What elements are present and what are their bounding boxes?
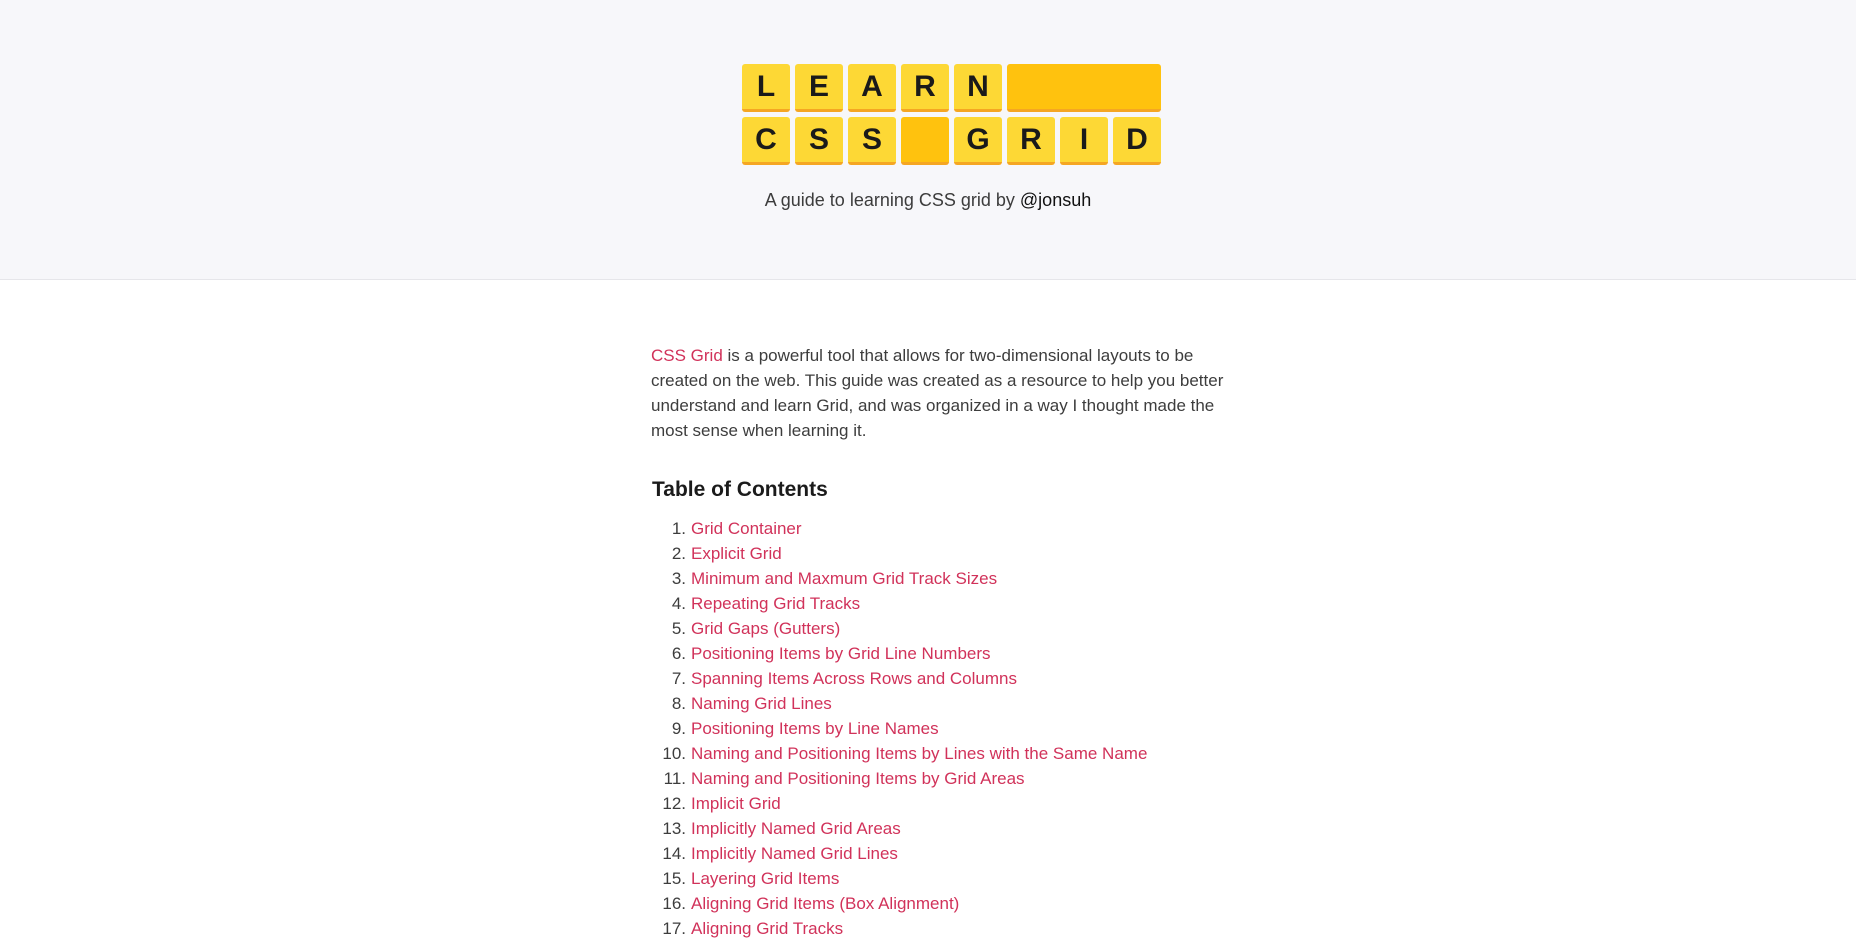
learn-css-grid-logo[interactable] bbox=[742, 64, 1161, 165]
toc-item-number: 7. bbox=[671, 669, 686, 688]
toc-item-number: 9. bbox=[671, 719, 686, 738]
toc-item bbox=[651, 641, 1241, 666]
toc-item-number: 16. bbox=[662, 894, 686, 913]
toc-item-number: 13. bbox=[662, 819, 686, 838]
logo-tile-d: D bbox=[1113, 117, 1161, 165]
toc-item bbox=[651, 916, 1241, 941]
css-grid-link[interactable]: CSS Grid bbox=[651, 346, 723, 365]
toc-link[interactable]: Aligning Grid Tracks bbox=[691, 919, 844, 938]
toc-heading: Table of Contents bbox=[652, 478, 828, 501]
site-header bbox=[0, 0, 1856, 280]
logo-tile-n: N bbox=[954, 64, 1002, 112]
tagline bbox=[0, 190, 1856, 211]
toc-item bbox=[651, 866, 1241, 891]
toc-item-number: 4. bbox=[671, 594, 686, 613]
main-content bbox=[651, 343, 1241, 941]
logo-tile-r: R bbox=[901, 64, 949, 112]
author-handle-link[interactable]: @jonsuh bbox=[1019, 190, 1092, 210]
logo-tile-blank-wide bbox=[1007, 64, 1161, 112]
toc-item bbox=[651, 616, 1241, 641]
toc-link[interactable]: Spanning Items Across Rows and Columns bbox=[691, 669, 1017, 688]
toc-link[interactable]: Minimum and Maxmum Grid Track Sizes bbox=[691, 569, 998, 588]
toc-link[interactable]: Naming Grid Lines bbox=[691, 694, 832, 713]
toc-item-number: 11. bbox=[663, 769, 686, 788]
toc-item bbox=[651, 541, 1241, 566]
toc-link[interactable]: Naming and Positioning Items by Grid Areas bbox=[691, 769, 1025, 788]
logo-tile-l: L bbox=[742, 64, 790, 112]
toc-item bbox=[651, 766, 1241, 791]
logo-tile-a: A bbox=[848, 64, 896, 112]
toc-link[interactable]: Repeating Grid Tracks bbox=[691, 594, 861, 613]
toc-item-number: 12. bbox=[662, 794, 686, 813]
toc-item bbox=[651, 716, 1241, 741]
toc-link[interactable]: Positioning Items by Line Names bbox=[691, 719, 939, 738]
logo-tile-c: C bbox=[742, 117, 790, 165]
toc-item-number: 8. bbox=[671, 694, 686, 713]
tagline-text: A guide to learning CSS grid by bbox=[764, 190, 1020, 210]
intro-text: is a powerful tool that allows for two-dimensional layouts to be created on the web. This guide was created as a resource to help you better understand and learn Grid, and was organized in a way I thought made the most sense when learning it. bbox=[651, 346, 1224, 440]
toc-link[interactable]: Implicit Grid bbox=[691, 794, 781, 813]
toc-link[interactable]: Naming and Positioning Items by Lines with the Same Name bbox=[691, 744, 1148, 763]
toc-item bbox=[651, 741, 1241, 766]
toc-item bbox=[651, 816, 1241, 841]
toc-item-number: 14. bbox=[662, 844, 686, 863]
toc-item-number: 15. bbox=[662, 869, 686, 888]
logo-tile-e: E bbox=[795, 64, 843, 112]
toc-link[interactable]: Positioning Items by Grid Line Numbers bbox=[691, 644, 991, 663]
toc-item bbox=[651, 591, 1241, 616]
intro-paragraph bbox=[651, 343, 1241, 443]
table-of-contents bbox=[651, 516, 1241, 941]
toc-link[interactable]: Layering Grid Items bbox=[691, 869, 840, 888]
toc-item-number: 17. bbox=[662, 919, 686, 938]
toc-item-number: 5. bbox=[671, 619, 686, 638]
toc-item-number: 6. bbox=[671, 644, 686, 663]
toc-link[interactable]: Aligning Grid Items (Box Alignment) bbox=[691, 894, 960, 913]
logo-tile-s2: S bbox=[848, 117, 896, 165]
logo-tile-s1: S bbox=[795, 117, 843, 165]
logo-tile-i: I bbox=[1060, 117, 1108, 165]
toc-item bbox=[651, 791, 1241, 816]
toc-item bbox=[651, 691, 1241, 716]
toc-item bbox=[651, 891, 1241, 916]
toc-item bbox=[651, 666, 1241, 691]
logo-tile-blank bbox=[901, 117, 949, 165]
logo-tile-r2: R bbox=[1007, 117, 1055, 165]
toc-link[interactable]: Implicitly Named Grid Lines bbox=[691, 844, 898, 863]
toc-item bbox=[651, 566, 1241, 591]
toc-link[interactable]: Grid Gaps (Gutters) bbox=[691, 619, 841, 638]
toc-item-number: 1. bbox=[671, 519, 686, 538]
toc-item-number: 10. bbox=[662, 744, 686, 763]
toc-item-number: 3. bbox=[671, 569, 686, 588]
logo-tile-g: G bbox=[954, 117, 1002, 165]
toc-item bbox=[651, 841, 1241, 866]
toc-link[interactable]: Grid Container bbox=[691, 519, 802, 538]
toc-item bbox=[651, 516, 1241, 541]
toc-link[interactable]: Explicit Grid bbox=[691, 544, 782, 563]
toc-link[interactable]: Implicitly Named Grid Areas bbox=[691, 819, 901, 838]
toc-item-number: 2. bbox=[671, 544, 686, 563]
